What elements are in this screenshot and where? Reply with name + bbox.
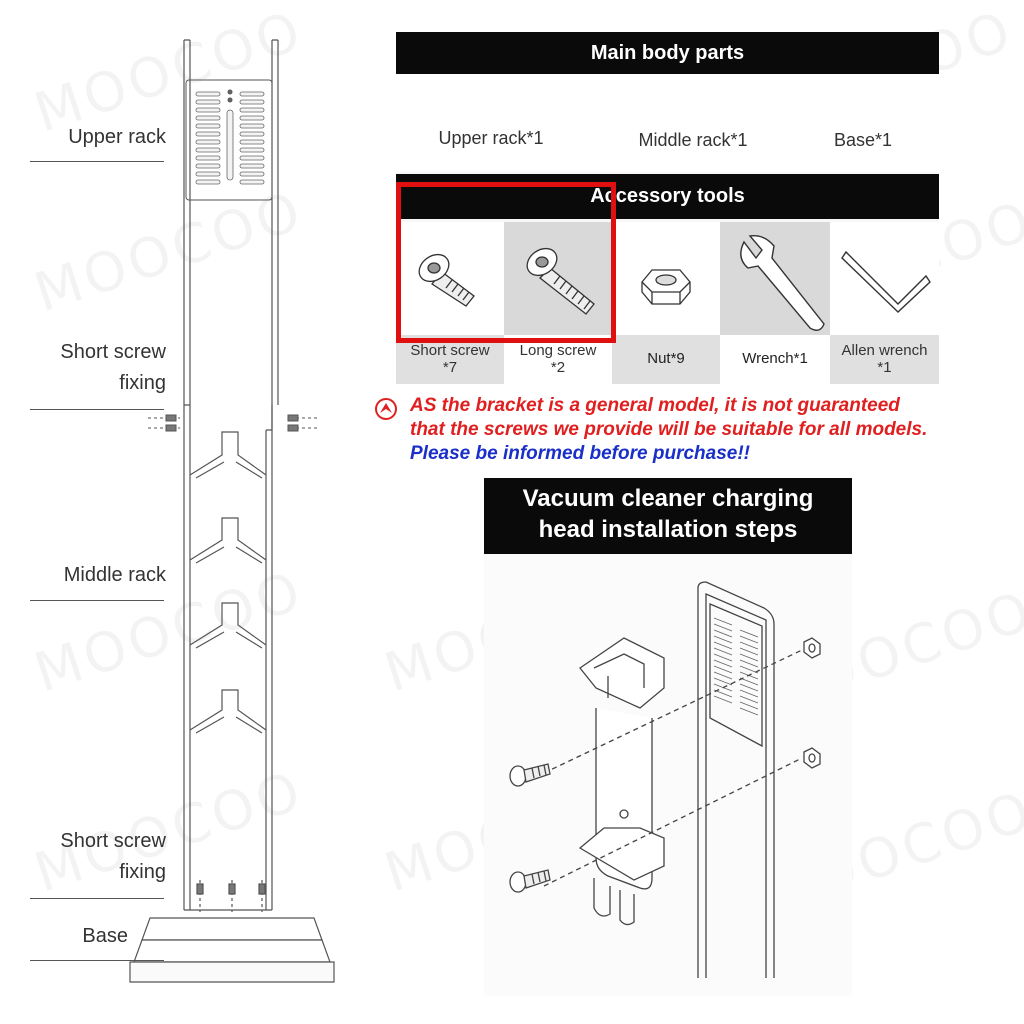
joint-screws — [148, 415, 318, 431]
notice-line-2: that the screws we provide will be suitable for all models. — [410, 419, 928, 440]
installation-diagram — [484, 558, 852, 990]
label-short-screw-fixing-bottom: fixing — [119, 861, 166, 883]
tool-name-long-screw: Long screw — [519, 342, 597, 359]
tool-name-wrench: Wrench — [742, 350, 794, 367]
accessory-tools-title: Accessory tools — [396, 174, 939, 219]
parts-table — [396, 32, 939, 384]
base-block — [130, 880, 334, 982]
tool-label-nut — [612, 350, 720, 367]
tool-qty-allen-wrench: *1 — [877, 359, 892, 376]
rule-base — [30, 960, 164, 961]
install-title-line-1: Vacuum cleaner charging — [522, 485, 814, 512]
upper-rack-plate — [186, 80, 272, 200]
main-part-upper-rack: Upper rack*1 — [438, 128, 544, 148]
label-short-screw-fixing-top: fixing — [119, 372, 166, 394]
main-parts-title: Main body parts — [396, 32, 939, 74]
warning-icon — [374, 397, 398, 421]
allen-wrench-icon — [840, 246, 932, 316]
tool-name-allen-wrench: Allen wrench — [841, 342, 928, 359]
label-short-screw-fixing-top: Short screw — [60, 341, 166, 363]
nut-icon — [636, 260, 696, 310]
rule-short-screw-top — [30, 409, 164, 410]
rule-short-screw-bottom — [30, 898, 164, 899]
tool-name-nut: Nut — [647, 350, 671, 367]
tool-qty-nut: *9 — [670, 350, 685, 367]
screw-highlight-box — [396, 182, 616, 343]
install-panel — [484, 478, 852, 996]
main-parts-row — [396, 74, 939, 172]
rule-upper-rack — [30, 161, 164, 162]
notice-line-1: AS the bracket is a general model, it is not guaranteed — [410, 395, 900, 416]
tool-qty-short-screw: *7 — [442, 359, 458, 376]
rule-middle-rack — [30, 600, 164, 601]
middle-rack-hooks — [190, 432, 266, 733]
tool-qty-long-screw: *2 — [550, 359, 566, 376]
tool-name-short-screw: Short screw — [410, 342, 490, 359]
label-upper-rack: Upper rack — [68, 126, 166, 148]
notice-line-3: Please be informed before purchase!! — [410, 443, 750, 464]
tool-label-wrench — [720, 350, 830, 367]
wrench-icon — [734, 232, 826, 336]
main-part-base: Base*1 — [833, 130, 893, 150]
main-part-middle-rack: Middle rack*1 — [638, 130, 748, 150]
label-middle-rack: Middle rack — [63, 564, 166, 586]
label-base: Base — [82, 925, 128, 947]
tool-qty-wrench: *1 — [793, 350, 808, 367]
label-short-screw-fixing-bottom: Short screw — [60, 830, 166, 852]
install-title-line-2: head installation steps — [538, 516, 798, 543]
